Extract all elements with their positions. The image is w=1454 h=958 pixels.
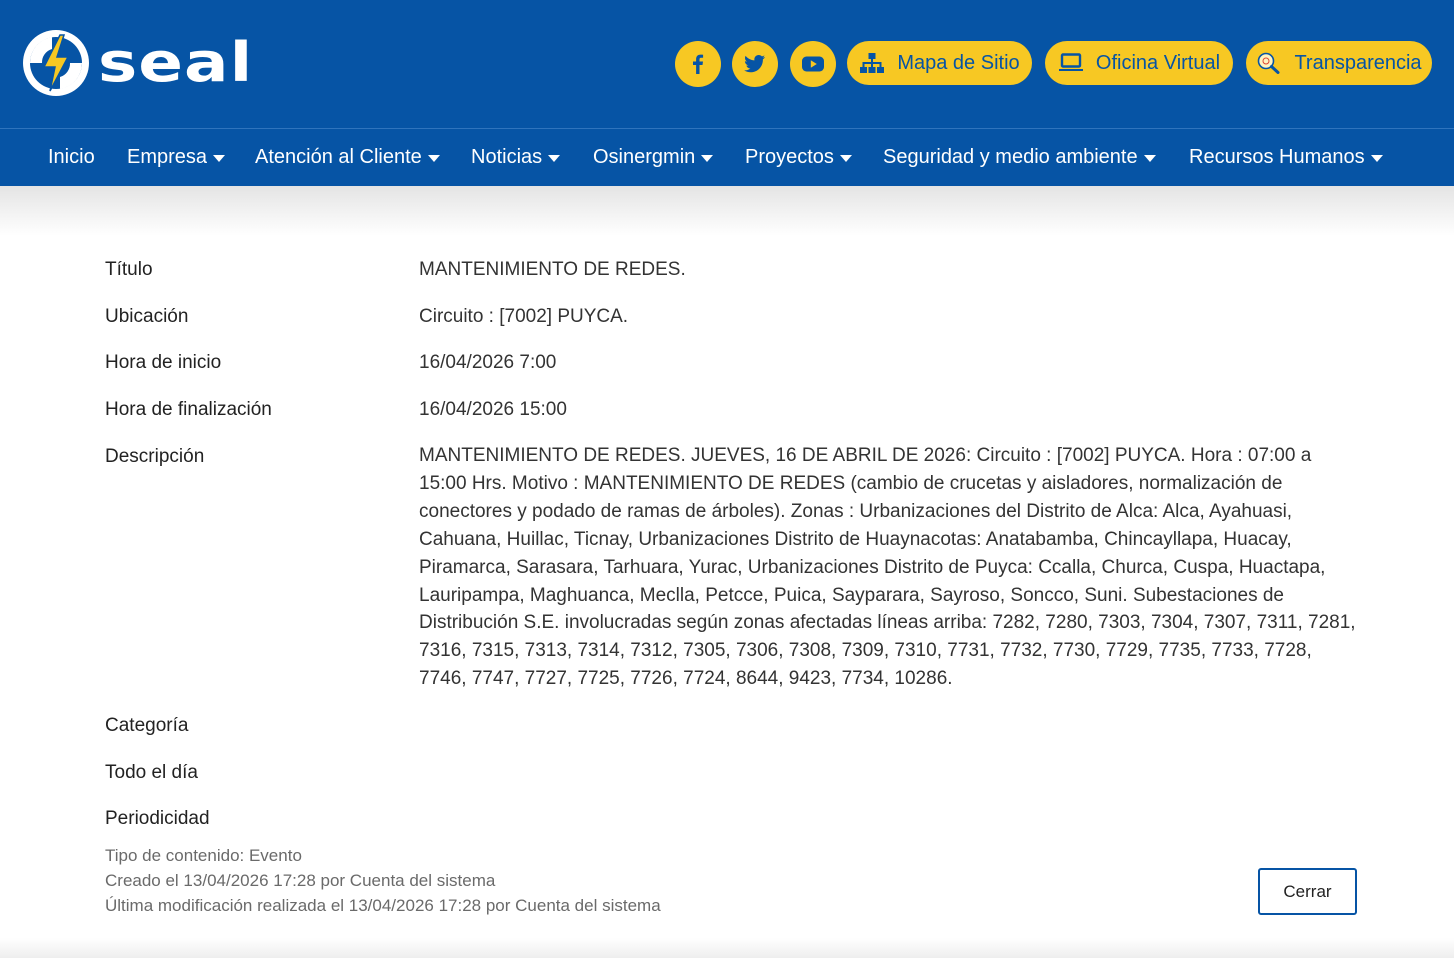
title-label: Título [105,259,153,280]
twitter-button[interactable] [732,41,778,87]
top-header [0,0,1454,128]
facebook-icon [688,53,708,75]
nav-item-empresa[interactable] [127,129,225,186]
nav-item-osinergmin[interactable] [593,129,713,186]
sitemap-button[interactable] [847,41,1032,85]
transparency-button[interactable] [1246,41,1432,85]
caret-down-icon [428,155,440,162]
nav-label: Atención al Cliente [255,146,422,168]
sitemap-icon [859,52,885,74]
laptop-icon [1058,53,1084,73]
location-value: Circuito : [7002] PUYCA. [419,306,629,327]
nav-label: Proyectos [745,146,834,168]
nav-label: Recursos Humanos [1189,146,1365,168]
virtual-office-button[interactable] [1045,41,1233,85]
nav-item-atencion-cliente[interactable] [255,129,440,186]
nav-item-recursos-humanos[interactable] [1189,129,1383,186]
caret-down-icon [1371,155,1383,162]
youtube-button[interactable] [790,41,836,87]
caret-down-icon [1144,155,1156,162]
title-value: MANTENIMIENTO DE REDES. [419,259,686,280]
main-navigation [0,128,1454,186]
modified-text: Última modificación realizada el 13/04/2026 17:28 por Cuenta del sistema [105,896,661,915]
nav-item-noticias[interactable] [471,129,560,186]
end-time-label: Hora de finalización [105,399,272,420]
header-shadow [0,186,1454,236]
location-label: Ubicación [105,306,189,327]
close-button[interactable]: Cerrar [1258,868,1357,915]
caret-down-icon [840,155,852,162]
nav-label: Noticias [471,146,543,168]
start-time-value: 16/04/2026 7:00 [419,352,557,373]
caret-down-icon [213,155,225,162]
nav-label: Osinergmin [593,146,696,168]
sitemap-label: Mapa de Sitio [897,51,1020,74]
virtual-office-label: Oficina Virtual [1095,51,1221,74]
nav-label: Empresa [127,146,208,168]
seal-logo[interactable] [22,28,253,98]
facebook-button[interactable] [675,41,721,87]
all-day-label: Todo el día [105,762,198,783]
magnifier-icon [1256,52,1282,74]
bottom-shade [0,938,1454,958]
start-time-label: Hora de inicio [105,352,222,373]
lightning-bolt-icon [22,29,90,97]
description-label: Descripción [105,446,205,467]
nav-label: Seguridad y medio ambiente [883,146,1138,168]
description-value: MANTENIMIENTO DE REDES. JUEVES, 16 DE ABRIL DE 2026: Circuito : [7002] PUYCA. Hora : 07:00 a 15:00 Hrs. Motivo : MANTENIMIENTO DE REDES (cambio de crucetas y aisladores, normalización de conectores y podado de ramas de árboles). Zonas : Urbanizaciones del Distrito de Alca: Alca, Ayahuasi, Cahuana, Huillac, Ticnay, Urbanizaciones Distrito de Huaynacotas: Anatabamba, Chincayllapa, Huacay, Piramarca, Sarasara, Tarhuara, Yurac, Urbanizaciones Distrito de Puyca: Ccalla, Churca, Cuspa, Huactapa, Lauripampa, Maghuanca, Meclla, Petcce, Puica, Sayparara, Sayroso, Soncco, Suni. Subestaciones de Distribución S.E. involucradas según zonas afectadas líneas arriba: 7282, 7280, 7303, 7304, 7307, 7311, 7281, 7316, 7315, 7313, 7314, 7312, 7305, 7306, 7308, 7309, 7310, 7731, 7732, 7730, 7729, 7735, 7733, 7728, 7746, 7747, 7727, 7725, 7726, 7724, 8644, 9423, 7734, 10286. [419,445,1356,690]
created-text: Creado el 13/04/2026 17:28 por Cuenta del sistema [105,871,496,890]
caret-down-icon [548,155,560,162]
content-type-text: Tipo de contenido: Evento [105,846,302,865]
end-time-value: 16/04/2026 15:00 [419,399,567,420]
recurrence-label: Periodicidad [105,808,210,829]
category-label: Categoría [105,715,189,736]
youtube-icon [801,55,825,73]
nav-label: Inicio [48,146,95,168]
nav-item-proyectos[interactable] [745,129,852,186]
caret-down-icon [701,155,713,162]
brand-name: seal [98,31,254,95]
transparency-label: Transparencia [1294,51,1422,74]
nav-item-inicio[interactable] [48,129,95,186]
twitter-icon [744,54,766,74]
nav-item-seguridad[interactable] [883,129,1156,186]
